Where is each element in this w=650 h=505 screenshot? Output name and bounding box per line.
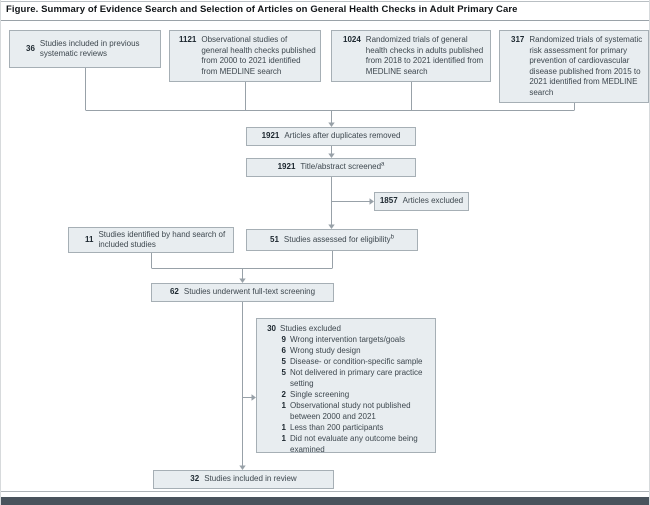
figure-title: Figure. Summary of Evidence Search and Selection of Articles on General Health Checks in Adult Primary Care (6, 4, 518, 15)
footnote-marker-b: b (390, 234, 394, 241)
box-articles-excluded (374, 192, 469, 211)
box-count: 36 (26, 43, 35, 53)
box-count: 1857 (379, 196, 398, 206)
excluded-reason-row (280, 433, 432, 455)
box-observational-studies (169, 30, 321, 82)
box-count: 1921 (277, 162, 296, 172)
excluded-reason-row (280, 345, 432, 356)
reason-count: 1 (281, 401, 286, 410)
reason-count: 9 (281, 335, 286, 344)
reason-count: 5 (281, 357, 286, 366)
reason-label: Wrong study design (290, 346, 361, 355)
reason-label: Did not evaluate any outcome being examined (290, 434, 418, 454)
box-label: Articles excluded (402, 196, 464, 206)
box-label: Randomized trials of systematic risk assessment for primary prevention of cardiovascular disease published from 2015 to 2021 identified from MEDLINE search (529, 35, 643, 97)
box-label: Studies underwent full-text screening (183, 287, 316, 297)
excluded-reason-row (280, 422, 432, 433)
box-count: 1024 (343, 35, 361, 44)
box-label: Studies identified by hand search of included studies (98, 229, 226, 249)
box-randomized-trials-health-checks (331, 30, 491, 82)
box-label: Studies excluded (280, 324, 341, 333)
bottom-rule (1, 491, 650, 492)
box-title-abstract-screened (246, 158, 416, 177)
box-label: Studies included in review (204, 474, 297, 484)
reason-count: 6 (281, 346, 286, 355)
box-count: 62 (169, 287, 179, 297)
box-assessed-for-eligibility (246, 229, 418, 251)
reason-label: Less than 200 participants (290, 423, 384, 432)
box-count: 30 (267, 324, 276, 333)
reason-count: 1 (281, 434, 286, 443)
excluded-reason-row (280, 389, 432, 400)
box-count: 1121 (179, 35, 197, 44)
box-duplicates-removed (246, 127, 416, 146)
box-studies-excluded-detail (256, 318, 436, 453)
reason-label: Single screening (290, 390, 350, 399)
reason-label: Observational study not published between 2000 and 2021 (290, 401, 411, 421)
box-count: 317 (511, 35, 525, 44)
box-randomized-trials-risk-assessment (499, 30, 649, 103)
excluded-reason-row (280, 400, 432, 422)
box-label: Randomized trials of general health checks in adults published from 2018 to 2021 identified from MEDLINE search (365, 35, 484, 76)
reason-count: 1 (281, 423, 286, 432)
box-label: Studies assessed for eligibility$^b$ (283, 234, 394, 244)
box-full-text-screening (151, 283, 334, 302)
box-count: 1921 (261, 131, 280, 141)
box-hand-search (68, 227, 234, 253)
bottom-bar (1, 497, 650, 505)
box-label: Articles after duplicates removed (284, 131, 401, 141)
box-count: 32 (190, 474, 200, 484)
box-label: Observational studies of general health checks published from 2000 to 2021 identified from MEDLINE search (201, 35, 316, 76)
reason-count: 5 (281, 368, 286, 377)
reason-label: Not delivered in primary care practice setting (290, 368, 423, 388)
box-count: 11 (85, 234, 94, 244)
reason-label: Disease- or condition-specific sample (290, 357, 423, 366)
box-label: Studies included in previous systematic reviews (39, 38, 140, 58)
box-previous-systematic-reviews (9, 30, 161, 68)
excluded-header-row (263, 323, 432, 334)
excluded-reason-row (280, 356, 432, 367)
box-count: 51 (270, 234, 279, 244)
excluded-reason-row (280, 367, 432, 389)
excluded-reason-row (280, 334, 432, 345)
reason-count: 2 (281, 390, 286, 399)
box-label: Title/abstract screened$^a$ (300, 161, 385, 172)
box-included-in-review (153, 470, 334, 489)
reason-label: Wrong intervention targets/goals (290, 335, 406, 344)
footnote-marker-a: a (381, 161, 385, 168)
